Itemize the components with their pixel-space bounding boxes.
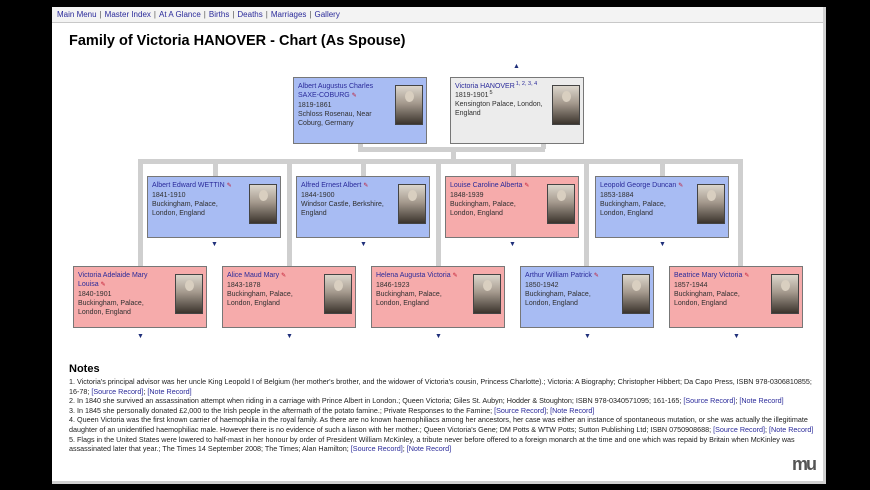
note-record-link[interactable]: [Note Record] <box>550 405 595 415</box>
source-record-link[interactable]: [Source Record] <box>91 386 144 396</box>
husband-name[interactable] <box>298 82 390 101</box>
wife-note-refs[interactable]: 1, 2, 3, 4 <box>515 80 538 87</box>
down-arrow-icon[interactable]: ▼ <box>211 241 218 248</box>
nav-deaths[interactable]: Deaths <box>237 10 263 19</box>
nav-separator: | <box>99 10 102 19</box>
wife-years-text: 1819-1901 <box>455 92 489 99</box>
child-name[interactable] <box>227 271 323 281</box>
husband-name-text[interactable]: Albert Augustus Charles SAXE-COBURG <box>298 83 374 99</box>
note-item: 3. In 1845 she personally donated £2,000 to the Irish people in the aftermath of the potato famine.; Private Responses to the Famine; [Source Record]; [Note Record] <box>69 405 595 415</box>
child-years: 1843-1878 <box>227 282 261 289</box>
husband-years: 1819-1861 <box>298 102 332 109</box>
child-years: 1853-1884 <box>600 192 634 199</box>
child-drop <box>138 159 143 271</box>
child-box[interactable] <box>73 266 207 328</box>
note-item: 2. In 1840 she survived an assassination attempt when riding in a carriage with Prince Albert in London.; Queen Victoria; Giles St. Aubyn; Hodder & Stoughton; ISBN 978-0340571095; 161-165; [Source Record]; [Note Record] <box>69 396 784 406</box>
nav-bar <box>52 7 823 23</box>
child-name-text[interactable]: Arthur William Patrick <box>525 272 592 279</box>
down-arrow-icon[interactable]: ▼ <box>435 333 442 340</box>
note-text: 4. Queen Victoria was the first known carrier of haemophilia in the royal family. As there are no known haemophiliacs among her ancestors, her case was either an instance of spontaneous mutation, or she was actually the illegitimate daughter of an unidentified haemophiliac male. However there is no evidence of such a liason with her mother.; Queen Victoria's Gene; DM Potts & WTW Potts; Sutton Publishing Ltd; ISBN 0750908688; <box>69 415 808 434</box>
nav-separator: | <box>265 10 268 19</box>
nav-separator: | <box>153 10 156 19</box>
child-name[interactable] <box>674 271 770 281</box>
notes-list <box>69 377 821 454</box>
child-name-text[interactable]: Helena Augusta Victoria <box>376 272 451 279</box>
child-place: Buckingham, Palace, London, England <box>600 201 666 217</box>
child-place: Buckingham, Palace, London, England <box>152 201 218 217</box>
edit-record-icon[interactable]: ✎ <box>351 93 357 99</box>
note-text: 1. Victoria's principal advisor was her uncle King Leopold I of Belgium (her mother's brother, and the widower of Victoria's cousin, Princess Charlotte).; Victoria: A Biography; Christopher Hibbert; Da Capo Press, ISBN 978-0306810855; 16-78; <box>69 377 812 396</box>
nav-marriages[interactable]: Marriages <box>270 10 307 19</box>
up-arrow-icon[interactable]: ▲ <box>513 63 520 70</box>
child-years: 1840-1901 <box>78 291 112 298</box>
child-name-text[interactable]: Alice Maud Mary <box>227 272 280 279</box>
portrait-photo[interactable] <box>552 85 580 125</box>
child-place: Buckingham, Palace, London, England <box>525 291 591 307</box>
child-name[interactable] <box>525 271 621 281</box>
portrait-photo[interactable] <box>395 85 423 125</box>
child-name[interactable] <box>78 271 174 290</box>
source-record-link[interactable]: [Source Record] <box>350 444 403 454</box>
portrait-photo[interactable] <box>324 274 352 314</box>
nav-master-index[interactable]: Master Index <box>104 10 151 19</box>
edit-record-icon[interactable]: ✎ <box>100 282 106 288</box>
child-place: Buckingham, Palace, London, England <box>674 291 740 307</box>
edit-record-icon[interactable]: ✎ <box>226 183 232 189</box>
edit-record-icon[interactable]: ✎ <box>678 183 684 189</box>
note-text: 3. In 1845 she personally donated £2,000 to the Irish people in the aftermath of the potato famine.; Private Responses to the Famine; <box>69 405 493 415</box>
child-box[interactable] <box>445 176 579 238</box>
child-drop <box>660 159 665 176</box>
child-box[interactable] <box>147 176 281 238</box>
source-record-link[interactable]: [Source Record] <box>683 396 736 406</box>
child-place: Windsor Castle, Berkshire, England <box>301 201 384 217</box>
portrait-photo[interactable] <box>398 184 426 224</box>
child-place: Buckingham, Palace, London, England <box>450 201 516 217</box>
nav-separator: | <box>203 10 206 19</box>
note-record-link[interactable]: [Note Record] <box>406 444 452 454</box>
child-box[interactable] <box>520 266 654 328</box>
portrait-photo[interactable] <box>697 184 725 224</box>
portrait-photo[interactable] <box>175 274 203 314</box>
nav-births[interactable]: Births <box>208 10 230 19</box>
down-arrow-icon[interactable]: ▼ <box>509 241 516 248</box>
portrait-photo[interactable] <box>249 184 277 224</box>
portrait-photo[interactable] <box>547 184 575 224</box>
nav-separator: | <box>232 10 235 19</box>
child-name[interactable] <box>152 181 248 191</box>
note-record-link[interactable]: [Note Record] <box>769 424 814 434</box>
child-place: Buckingham, Palace, London, England <box>227 291 293 307</box>
husband-place: Schloss Rosenau, Near Coburg, Germany <box>298 111 372 127</box>
child-years: 1848-1939 <box>450 192 484 199</box>
child-years: 1850-1942 <box>525 282 559 289</box>
child-name[interactable] <box>600 181 696 191</box>
child-drop <box>511 159 516 176</box>
child-name-text[interactable]: Louise Caroline Alberta <box>450 182 523 189</box>
child-years: 1841-1910 <box>152 192 186 199</box>
down-arrow-icon[interactable]: ▼ <box>360 241 367 248</box>
child-years: 1857-1944 <box>674 282 708 289</box>
page-title: Family of Victoria HANOVER - Chart (As Spouse) <box>69 33 406 49</box>
child-name-text[interactable]: Beatrice Mary Victoria <box>674 272 743 279</box>
note-item: 4. Queen Victoria was the first known carrier of haemophilia in the royal family. As there are no known haemophiliacs among her ancestors, her case was either an instance of spontaneous mutation, or she was actually the illegitimate daughter of an unidentified haemophiliac male. However there is no evidence of such a liason with her mother.; Queen Victoria's Gene; DM Potts & WTW Potts; Sutton Publishing Ltd; ISBN 0750908688; [Source Record]; [Note Record] <box>69 415 814 434</box>
nav-separator: | <box>309 10 312 19</box>
wife-place: Kensington Palace, London, England <box>455 101 543 117</box>
child-drop <box>584 159 589 271</box>
note-text: 2. In 1840 she survived an assassination attempt when riding in a carriage with Prince Albert in London.; Queen Victoria; Giles St. Aubyn; Hodder & Stoughton; ISBN 978-0340571095; 161-165; <box>69 396 682 406</box>
down-arrow-icon[interactable]: ▼ <box>137 333 144 340</box>
nav-at-a-glance[interactable]: At A Glance <box>158 10 201 19</box>
portrait-photo[interactable] <box>622 274 650 314</box>
down-arrow-icon[interactable]: ▼ <box>659 241 666 248</box>
child-name-text[interactable]: Victoria Adelaide Mary Louisa <box>78 272 148 288</box>
child-box[interactable] <box>595 176 729 238</box>
edit-record-icon[interactable]: ✎ <box>744 273 750 279</box>
note-item: 5. Flags in the United States were lowered to half-mast in her honour by order of President William McKinley, a tribute never before offered to a foreign monarch at the time and one which was repaid by Britain when McKinley was assassinated later that year.; The Times 14 September 2008; The Times; Alan Hamilton; [Source Record]; [Note Record] <box>69 434 795 454</box>
note-item: 1. Victoria's principal advisor was her uncle King Leopold I of Belgium (her mother's brother, and the widower of Victoria's cousin, Princess Charlotte).; Victoria: A Biography; Christopher Hibbert; Da Capo Press, ISBN 978-0306810855; 16-78; [Source Record]; [Note Record] <box>69 377 812 396</box>
wife-name-text[interactable]: Victoria HANOVER <box>455 83 515 90</box>
wife-years-note-ref[interactable]: 5 <box>489 89 493 96</box>
child-place: Buckingham, Palace, London, England <box>376 291 442 307</box>
child-box[interactable] <box>669 266 803 328</box>
edit-record-icon[interactable]: ✎ <box>593 273 599 279</box>
child-name-text[interactable]: Albert Edward WETTIN <box>152 182 225 189</box>
portrait-photo[interactable] <box>771 274 799 314</box>
source-record-link[interactable]: [Source Record] <box>494 405 547 415</box>
child-years: 1844-1900 <box>301 192 335 199</box>
child-drop <box>213 159 218 176</box>
edit-record-icon[interactable]: ✎ <box>452 273 458 279</box>
child-name[interactable] <box>376 271 472 281</box>
nav-main-menu[interactable]: Main Menu <box>57 10 97 19</box>
child-name-text[interactable]: Alfred Ernest Albert <box>301 182 362 189</box>
husband-box[interactable] <box>293 77 427 144</box>
child-drop <box>738 159 743 271</box>
child-box[interactable] <box>296 176 430 238</box>
source-record-link[interactable]: [Source Record] <box>713 424 766 434</box>
child-name-text[interactable]: Leopold George Duncan <box>600 182 677 189</box>
down-arrow-icon[interactable]: ▼ <box>733 333 740 340</box>
child-box[interactable] <box>371 266 505 328</box>
note-record-link[interactable]: [Note Record] <box>147 386 192 396</box>
edit-record-icon[interactable]: ✎ <box>363 183 369 189</box>
child-box[interactable] <box>222 266 356 328</box>
child-years: 1846-1923 <box>376 282 410 289</box>
notes-heading: Notes <box>69 363 100 375</box>
wife-box[interactable] <box>450 77 584 144</box>
child-place: Buckingham, Palace, London, England <box>78 300 144 316</box>
note-text: 5. Flags in the United States were lowered to half-mast in her honour by order of President William McKinley, a tribute never before offered to a foreign monarch at the time and one which was repaid by Britain when McKinley was assassinated later that year.; The Times 14 September 2008; The Times; Alan Hamilton; <box>69 434 795 454</box>
watermark-logo: mu <box>792 454 815 474</box>
child-name[interactable] <box>450 181 546 191</box>
child-drop <box>436 159 441 271</box>
child-drop <box>287 159 292 271</box>
down-arrow-icon[interactable]: ▼ <box>286 333 293 340</box>
portrait-photo[interactable] <box>473 274 501 314</box>
child-name[interactable] <box>301 181 397 191</box>
down-arrow-icon[interactable]: ▼ <box>584 333 591 340</box>
edit-record-icon[interactable]: ✎ <box>524 183 530 189</box>
nav-gallery[interactable]: Gallery <box>314 10 340 19</box>
child-drop <box>361 159 366 176</box>
note-record-link[interactable]: [Note Record] <box>739 396 784 406</box>
page <box>52 7 826 484</box>
edit-record-icon[interactable]: ✎ <box>281 273 287 279</box>
